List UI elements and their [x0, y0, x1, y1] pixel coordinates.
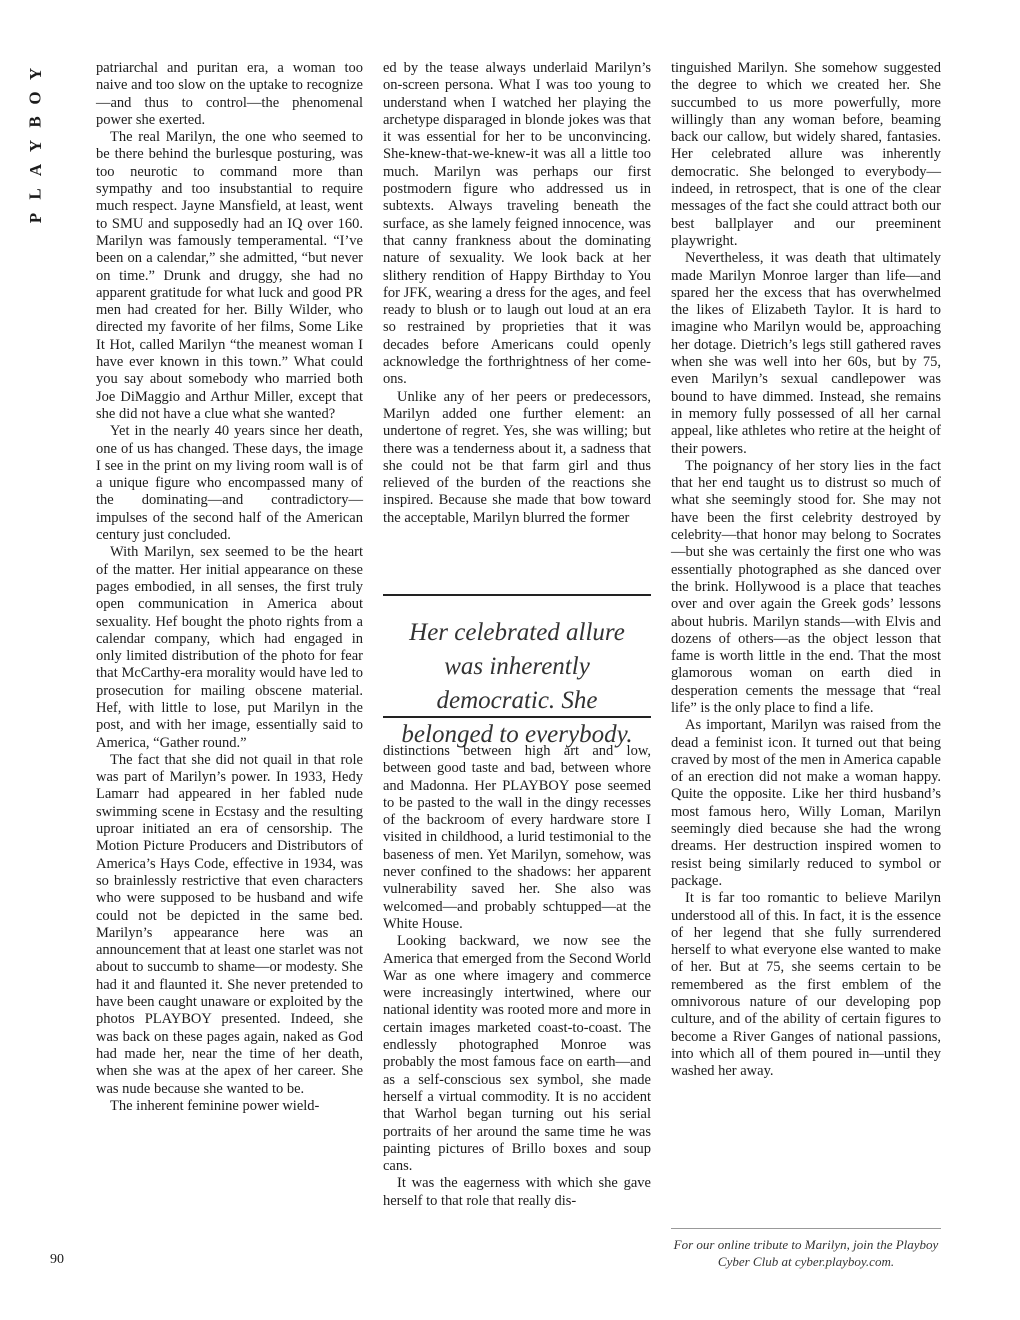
brand-letter: P [25, 212, 45, 224]
pullquote-rule-top [383, 594, 651, 596]
brand-letter: O [25, 91, 45, 105]
body-paragraph: Nevertheless, it was death that ultimately made Marilyn Monroe larger than life—and spared her the excess that has overwhelmed the likes of Elizabeth Taylor. It is hard to imagine who Marilyn would be, approaching her dotage. Dietrich’s legs still gathered raves when she was well into her 60s, but by 75, even Marilyn’s sexual candlepower was bound to have dimmed. Instead, she remains in memory fully possessed of all her carnal appeal, like athletes who retire at the height of their powers. [671, 250, 941, 457]
body-paragraph: The inherent feminine power wield- [110, 1097, 320, 1114]
pullquote-rule-bottom [383, 716, 651, 718]
body-paragraph: tinguished Marilyn. She somehow suggested the degree to which we created her. She succumbed to us more powerfully, more willingly than any woman before, beaming back our callow, but widely shared, fantasies. Her celebrated allure was inherently democratic. She belonged to everybody—indeed, in retrospect, that is one of the clear messages of the fact she could attract both our best ballplayer and our preeminent playwright. [671, 60, 941, 249]
article-column-1 [96, 60, 363, 1115]
brand-letter: B [26, 116, 45, 128]
body-paragraph: It was the eagerness with which she gave herself to that role that really dis- [383, 1175, 651, 1209]
body-paragraph: Yet in the nearly 40 years since her death, one of us has changed. These days, the image I see in the print on my living room wall is of a unique figure who encompassed many of the dominating—and contradictory—impulses of the second half of the American century just concluded. [96, 423, 363, 544]
body-paragraph: The fact that she did not quail in that role was part of Marilyn’s power. In 1933, Hedy Lamarr had appeared in her fabled nude swimming scene in Ecstasy and the resulting uproar initiated an era of censorship. The Motion Picture Producers and Distributors of America’s Hays Code, effective in 1934, was so brainlessly restrictive that even characters who were supposed to be husband and wife could not be depicted in the same bed. Marilyn’s appearance here was an announcement that at least one starlet was not about to succumb to shame—or modesty. She had it and flaunted it. She never pretended to have been caught unaware or exploited by the photos PLAYBOY presented. Indeed, she was back on these pages again, naked as God had made her, near the time of her death, when she was at the apex of her career. She was nude because she wanted to be. [96, 751, 363, 1097]
body-paragraph: Unlike any of her peers or predecessors, Marilyn added one further element: an undertone of regret. Yes, she was willing; but there was a tenderness about it, a sadness that she could not be that farm girl and thus relieved of the burden of the reactions she inspired. Because she made that bow toward the acceptable, Marilyn blurred the former [383, 388, 651, 526]
footnote-rule [671, 1228, 941, 1229]
article-column-2-bottom [383, 743, 651, 1210]
body-paragraph: It is far too romantic to believe Marilyn understood all of this. In fact, it is the essence of her legend that she fully surrendered herself to what everyone else wanted to make of her. But at 75, she seems certain to be remembered as the first emblem of the omnivorous nature of our developing pop culture, and of the ability of certain figures to become a River Ganges of national passions, into which all of them poured in—until they washed her away. [671, 890, 941, 1080]
body-paragraph: ed by the tease always underlaid Marilyn’s on-screen persona. What I was too young to understand when I watched her playing the archetype disparaged in blonde jokes was that it was essential for her to be unconvincing. She-knew-that-we-knew-it was all a little too much. Marilyn was perhaps our first postmodern figure who addressed us in subtexts. Always traveling beneath the surface, as she lamely feigned innocence, was that canny frankness about the dominating nature of sexuality. We look back at her slithery rendition of Happy Birthday to You for JFK, wearing a dress for the ages, and feel ready to blush or to laugh out loud at an era so restrained by proprieties that it was decades before Americans could openly acknowledge the forthrightness of her come-ons. [383, 60, 651, 388]
magazine-brand-vertical [24, 62, 48, 230]
pullquote-text: Her celebrated allure was inherently democratic. She belonged to everybody. [401, 619, 633, 748]
body-paragraph: Looking backward, we now see the America that emerged from the Second World War as one where imagery and commerce were increasingly intertwined, where our national identity was rooted more and more in certain images marketed coast-to-coast. The endlessly photographed Monroe was probably the most famous face on earth—and as a self-conscious sex symbol, she made herself a virtual commodity. It is no accident that Warhol began turning out his serial portraits of her around the same time he was painting pictures of Brillo boxes and soup cans. [383, 933, 651, 1175]
body-paragraph: The poignancy of her story lies in the fact that her end taught us to distrust so much of what she seemingly stood for. She may not have been the first celebrity destroyed by celebrity—that honor may belong to Socrates—but she was certainly the first one who was essentially photographed as she danced over the brink. Hollywood is a place that teaches over and over again the Greek gods’ lessons about hubris. Marilyn stands—with Elvis and dozens of others—as the object lesson that fame is worth little in the end. That the most glamorous woman on earth died in desperation cements the message that “real life” is the only place to find a life. [671, 457, 941, 716]
body-paragraph: As important, Marilyn was raised from the dead a feminist icon. It turned out that being craved by most of the men in America capable of an erection did not make a woman happy. Quite the opposite. Like her third husband’s most famous hero, Willy Loman, Marilyn seemingly died because she had the wrong dreams. Her destruction inspired women to resist being similarly reduced to symbol or package. [671, 717, 941, 889]
brand-letter: A [26, 163, 45, 177]
page-number: 90 [50, 1252, 64, 1267]
brand-letter: Y [26, 139, 45, 153]
article-column-2-top [383, 60, 651, 527]
body-paragraph: With Marilyn, sex seemed to be the heart of the matter. Her initial appearance on these pages embodied, in all senses, the first truly open communication in America about sexuality. Hef bought the photo rights from a calendar company, which had engaged in only limited distribution of the photo for fear that McCarthy-era morality would have led to prosecution for mailing obscene material. Hef, with little to lose, put Marilyn in the post, and with her image, essentially said to America, “Gather round.” [96, 544, 363, 751]
article-column-3 [671, 60, 941, 1081]
body-paragraph: patriarchal and puritan era, a woman too naive and too slow on the uptake to recognize—and thus to control—the phenomenal power she exerted. [96, 60, 363, 128]
online-tribute-footnote: For our online tribute to Marilyn, join the Playboy Cyber Club at cyber.playboy.com. [673, 1237, 939, 1269]
body-paragraph: distinctions between high art and low, between good taste and bad, between whore and Madonna. Her PLAYBOY pose seemed to be pasted to the wall in the dingy recesses of the backroom of every hardware store I visited in childhood, a lurid testimonial to the baseness of men. Yet Marilyn, somehow, was never confined to the shadows: her apparent vulnerability saved her. She also was welcomed—and probably schtupped—at the White House. [383, 743, 651, 932]
brand-letter: Y [26, 67, 45, 81]
body-paragraph: The real Marilyn, the one who seemed to be there behind the burlesque posturing, was too neurotic to command more than sympathy and too insubstantial to require much respect. Jayne Mansfield, at least, went to SMU and supposedly had an IQ over 160. Marilyn was famously temperamental. “I’ve been on a calendar,” she admitted, “but never on time.” Drunk and druggy, she had no apparent gratitude for what luck and good PR men had created for her. Billy Wilder, who directed my favorite of her films, Some Like It Hot, called Marilyn “the meanest woman I have ever known in this town.” What could you say about somebody who married both Joe DiMaggio and Arthur Miller, except that she did not have a clue what she wanted? [96, 129, 363, 422]
brand-letter: L [26, 188, 45, 200]
pullquote-box [383, 594, 651, 748]
